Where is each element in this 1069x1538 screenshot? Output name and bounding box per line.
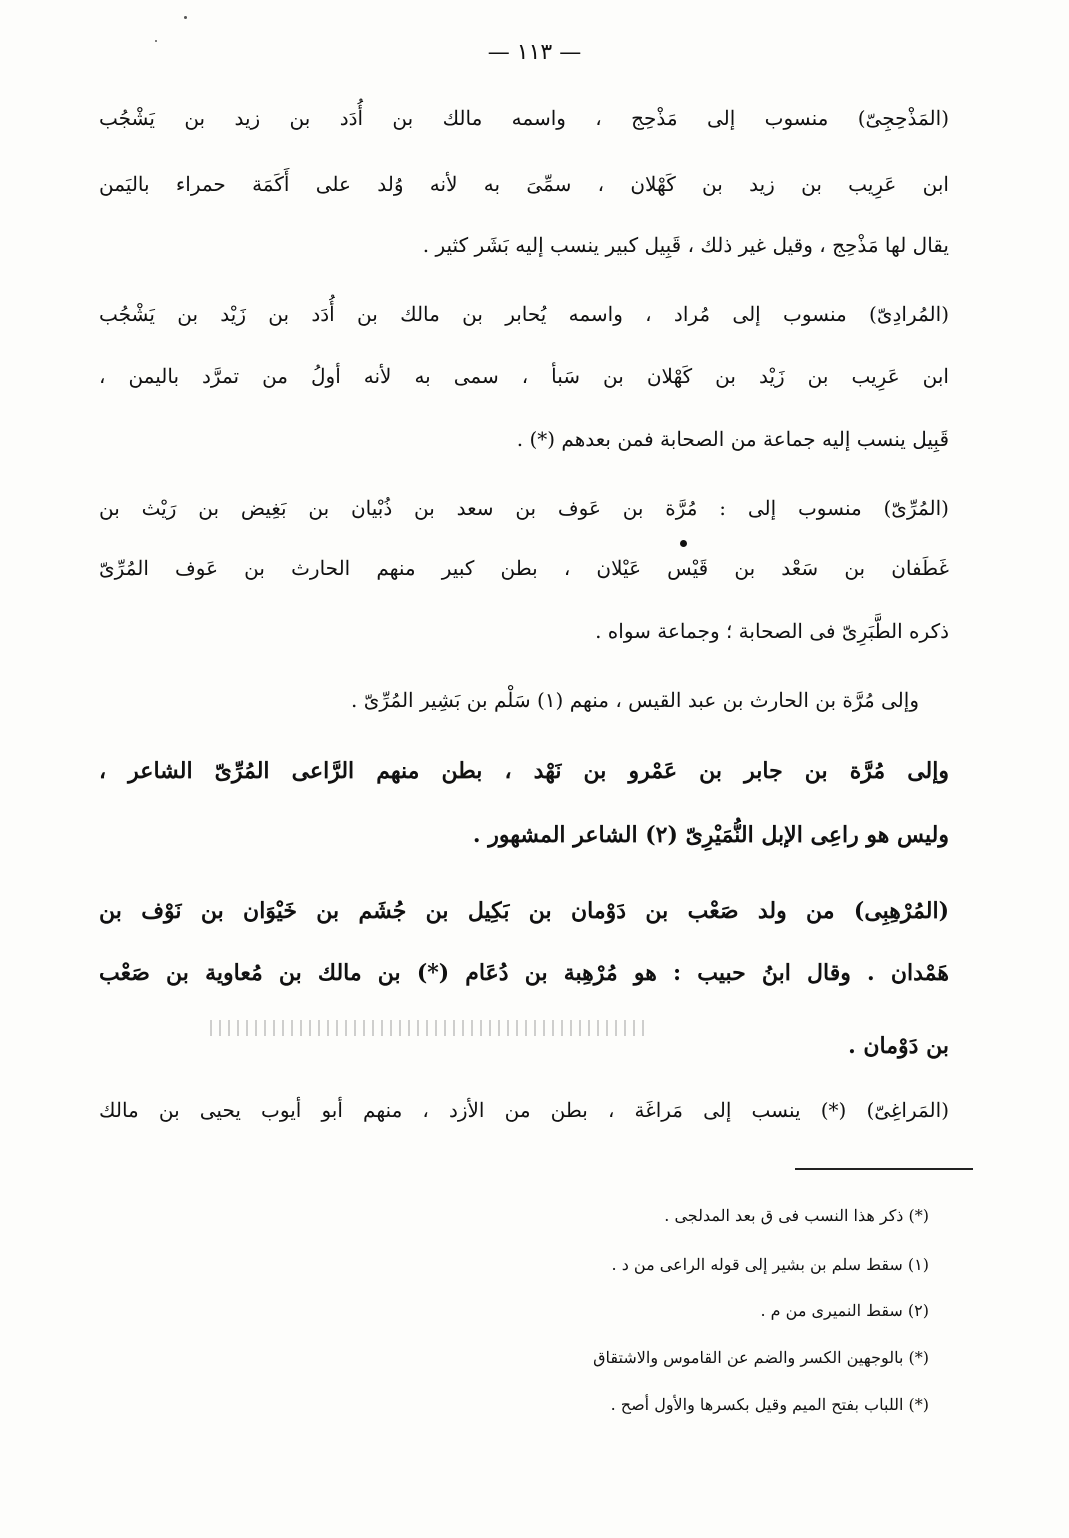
scan-speck [184, 16, 187, 19]
text-line-bold: هَمْدان . وقال ابنُ حبيب : هو مُرْهِبة بن دُعَام (*) بن مالك بن مُعاوية بن صَعْب [99, 960, 949, 986]
footnote: (١) سقط سلم بن بشير إلى قوله الراعى من د . [611, 1255, 929, 1274]
scan-speck [155, 40, 157, 42]
text-line: يقال لها مَذْحِج ، وقيل غير ذلك ، قَبِيل كبير ينسب إليه بَشَر كثير . [422, 233, 949, 257]
text-line-bold: وليس هو راعِى الإبل النُّمَيْرِىّ (٢) الشاعر المشهور . [472, 822, 949, 848]
scan-speck [680, 540, 687, 547]
text-line: ابن عَرِيب بن زَيْد بن كَهْلان بن سَبأ ، سمى به لأنه أولُ من تمرَّد باليمن ، [99, 364, 949, 388]
footnote: (*) بالوجهين الكسر والضم عن القاموس والاشتقاق [593, 1348, 929, 1367]
text-line-bold: (المُرْهِبِى) من ولد صَعْب بن دَوْمان بن بَكِيل بن جُشَم بن خَيْوَان بن نَوْف بن [99, 898, 949, 924]
text-line: (المُرِّىّ) منسوب إلى : مُرَّة بن عَوف بن سعد بن ذُبْيان بن بَغِيض بن رَيْث بن [99, 496, 949, 520]
text-line-bold: وإلى مُرَّة بن جابر بن عَمْرو بن نَهْد ، بطن منهم الرَّاعى المُرِّىّ الشاعر ، [99, 758, 949, 784]
text-line: ابن عَرِيب بن زيد بن كَهْلان ، سمِّىَ به لأنه وُلد على أَكَمَة حمراء باليَمن [99, 172, 949, 196]
footnote: (٢) سقط النميرى من م . [760, 1301, 929, 1320]
text-line-bold: بن دَوْمان . [848, 1033, 949, 1059]
text-line: وإلى مُرَّة بن الحارث بن عبد القيس ، منهم (١) سَلْم بن بَشِير المُرِّىّ . [350, 688, 919, 712]
page-number: — ١١٣ — [487, 40, 582, 65]
text-line: (المَراغِىّ) (*) ينسب إلى مَراغَة ، بطن من الأزد ، منهم أبو أيوب يحيى بن مالك [99, 1098, 949, 1122]
footnote: (*) ذكر هذا النسب فى ق بعد المدلجى . [664, 1206, 929, 1225]
text-line: (المَذْحِجِىّ) منسوب إلى مَذْحِج ، واسمه مالك بن أُدَد بن زيد بن يَشْجُب [99, 106, 949, 130]
text-line: غَطَفان بن سَعْد بن قَيْس عَيْلان ، بطن كبير منهم الحارث بن عَوف المُرِّىّ [99, 556, 949, 580]
footnote: (*) اللباب بفتح الميم وقيل بكسرها والأول أصح . [610, 1395, 929, 1414]
text-line: (المُرادِىّ) منسوب إلى مُراد ، واسمه يُحابر بن مالك بن أُدَد بن زَيْد بن يَشْجُب [99, 302, 950, 326]
footnote-separator [795, 1168, 973, 1170]
text-line: ذكره الطَّبَرِىّ فى الصحابة ؛ وجماعة سواه . [595, 619, 949, 643]
text-line: قَبِيل ينسب إليه جماعة من الصحابة فمن بعدهم (*) . [516, 427, 949, 451]
